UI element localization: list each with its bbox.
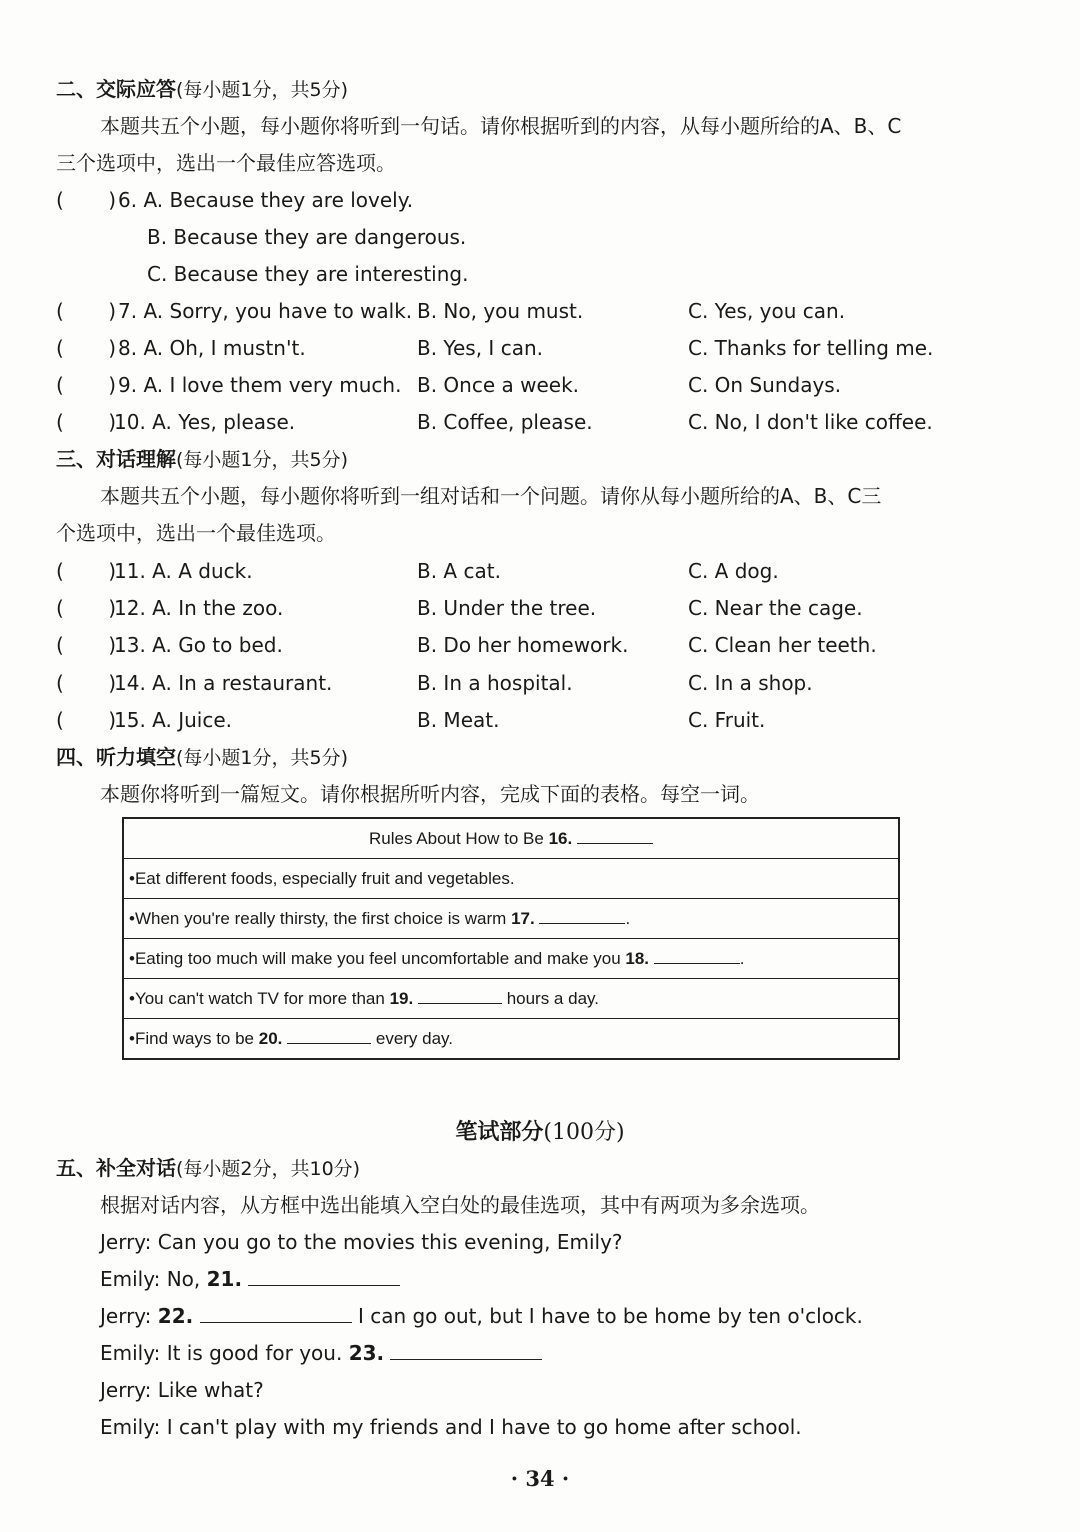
dialogue-line (100, 1266, 400, 1292)
option-c: C. Thanks for telling me. (688, 336, 934, 360)
rules-table (122, 817, 900, 1060)
option-a: A. Sorry, you have to walk. (143, 299, 413, 323)
dialogue-line: Jerry: Can you go to the movies this evening, Emily? (100, 1230, 623, 1254)
rule-cell (123, 899, 899, 939)
table-row (123, 979, 899, 1019)
rule-text: •Eating too much will make you feel uncomfortable and make you (129, 948, 621, 968)
rule-cell (123, 939, 899, 979)
answer-bracket[interactable]: ( ) (56, 708, 117, 732)
table-row (123, 859, 899, 899)
option-b: B. Coffee, please. (417, 410, 593, 434)
dialogue-text: Emily: No, (100, 1267, 201, 1291)
option-a: A. I love them very much. (143, 373, 402, 397)
option-c: C. Clean her teeth. (688, 633, 877, 657)
section-5-title: 五、补全对话 (56, 1156, 176, 1180)
question-number: 14. (114, 671, 146, 695)
rule-end: . (739, 948, 745, 968)
question-6-option-c: C. Because they are interesting. (147, 262, 469, 286)
blank-number: 18. (625, 948, 650, 968)
option-c: C. Yes, you can. (688, 299, 846, 323)
option-b: B. Do her homework. (417, 633, 629, 657)
rule-cell: •Eat different foods, especially fruit and vegetables. (123, 859, 899, 899)
table-header-row (123, 818, 899, 859)
table-row (123, 1019, 899, 1060)
dialogue-line: Emily: I can't play with my friends and I have to go home after school. (100, 1415, 802, 1439)
option-a: A. Juice. (152, 708, 233, 732)
option-a: A. Because they are lovely. (143, 188, 414, 212)
answer-bracket[interactable]: ( ) (56, 633, 117, 657)
written-score: (100分) (543, 1120, 625, 1145)
answer-bracket[interactable]: ( ) (56, 299, 117, 323)
section-3-instruction-cont: 个选项中，选出一个最佳选项。 (56, 521, 336, 545)
answer-bracket[interactable]: ( ) (56, 596, 117, 620)
dialogue-text: Jerry: (100, 1304, 152, 1328)
blank-number: 17. (511, 908, 535, 928)
option-b: B. Yes, I can. (417, 336, 543, 360)
option-c: C. A dog. (688, 559, 779, 583)
option-b: B. No, you must. (417, 299, 584, 323)
option-c: C. On Sundays. (688, 373, 842, 397)
dialogue-line (100, 1340, 542, 1366)
option-b: B. Once a week. (417, 373, 580, 397)
section-2-heading (56, 76, 348, 103)
section-5-heading (56, 1155, 360, 1182)
option-c: C. No, I don't like coffee. (688, 410, 933, 434)
option-a: A. A duck. (152, 559, 253, 583)
answer-blank-21[interactable] (248, 1267, 400, 1286)
dialogue-text-cont: I can go out, but I have to be home by ten o'clock. (357, 1304, 863, 1328)
rule-text: •Find ways to be (129, 1028, 255, 1048)
question-number: 8. (118, 336, 138, 360)
written-title-text: 笔试部分 (455, 1119, 544, 1145)
section-4-instruction: 本题你将听到一篇短文。请你根据所听内容，完成下面的表格。每空一词。 (100, 782, 760, 806)
written-part-title (0, 1115, 1080, 1146)
option-b: B. A cat. (417, 559, 501, 583)
section-2-title: 二、交际应答 (56, 77, 176, 101)
question-number: 7. (118, 299, 138, 323)
answer-blank-22[interactable] (200, 1304, 352, 1323)
section-3-title: 三、对话理解 (56, 447, 176, 471)
dialogue-text: Emily: It is good for you. (100, 1341, 343, 1365)
section-2-instruction: 本题共五个小题，每小题你将听到一句话。请你根据听到的内容，从每小题所给的A、B、C (100, 114, 902, 138)
answer-blank-20[interactable] (287, 1029, 371, 1044)
question-number: 12. (114, 596, 146, 620)
table-row (123, 899, 899, 939)
answer-bracket[interactable]: ( ) (56, 671, 117, 695)
table-header-text: Rules About How to Be (369, 828, 544, 848)
table-row (123, 939, 899, 979)
rule-end: every day. (375, 1028, 454, 1048)
section-2-score: (每小题1分，共5分) (176, 79, 349, 101)
answer-blank-18[interactable] (654, 949, 740, 964)
answer-blank-19[interactable] (418, 989, 502, 1004)
question-number: 13. (114, 633, 146, 657)
blank-number: 20. (258, 1028, 283, 1048)
section-2-instruction-cont: 三个选项中，选出一个最佳应答选项。 (56, 151, 396, 175)
blank-number: 19. (389, 988, 414, 1008)
question-6-option-b: B. Because they are dangerous. (147, 225, 467, 249)
question-number: 6. (118, 188, 138, 212)
rule-text: •When you're really thirsty, the first choice is warm (129, 908, 507, 928)
section-4-title: 四、听力填空 (56, 745, 176, 769)
option-c: C. Fruit. (688, 708, 766, 732)
answer-bracket[interactable]: ( ) (56, 559, 117, 583)
option-c: C. In a shop. (688, 671, 813, 695)
option-b: B. In a hospital. (417, 671, 573, 695)
rule-end: . (625, 908, 631, 928)
rule-cell (123, 979, 899, 1019)
blank-number: 16. (548, 828, 573, 848)
section-5-score: (每小题2分，共10分) (176, 1158, 361, 1180)
question-number: 10. (114, 410, 146, 434)
blank-number: 22. (157, 1304, 194, 1328)
option-c: C. Near the cage. (688, 596, 863, 620)
answer-blank-17[interactable] (539, 909, 625, 924)
page-number: · 34 · (510, 1466, 570, 1491)
rule-end: hours a day. (506, 988, 599, 1008)
section-3-score: (每小题1分，共5分) (176, 449, 349, 471)
section-3-heading (56, 446, 348, 473)
option-a: A. Oh, I mustn't. (143, 336, 306, 360)
option-b: B. Under the tree. (417, 596, 597, 620)
section-5-instruction: 根据对话内容，从方框中选出能填入空白处的最佳选项，其中有两项为多余选项。 (100, 1193, 820, 1217)
answer-blank-16[interactable] (577, 829, 653, 844)
option-a: A. Go to bed. (152, 633, 283, 657)
option-b: B. Meat. (417, 708, 500, 732)
section-3-instruction: 本题共五个小题，每小题你将听到一组对话和一个问题。请你从每小题所给的A、B、C三 (100, 484, 882, 508)
question-number: 9. (118, 373, 138, 397)
answer-bracket[interactable]: ( ) (56, 410, 117, 434)
question-number: 15. (114, 708, 146, 732)
blank-number: 23. (348, 1341, 385, 1365)
question-number: 11. (114, 559, 146, 583)
blank-number: 21. (206, 1267, 243, 1291)
dialogue-line (100, 1303, 863, 1329)
option-a: A. In a restaurant. (152, 671, 333, 695)
option-a: A. Yes, please. (152, 410, 296, 434)
dialogue-line: Jerry: Like what? (100, 1378, 264, 1402)
answer-bracket[interactable]: ( ) (56, 188, 117, 212)
option-a: A. In the zoo. (152, 596, 284, 620)
section-4-score: (每小题1分，共5分) (176, 747, 349, 769)
section-4-heading (56, 744, 348, 771)
answer-blank-23[interactable] (390, 1341, 542, 1360)
answer-bracket[interactable]: ( ) (56, 373, 117, 397)
table-header (123, 818, 899, 859)
rule-cell (123, 1019, 899, 1060)
answer-bracket[interactable]: ( ) (56, 336, 117, 360)
rule-text: •You can't watch TV for more than (129, 988, 385, 1008)
